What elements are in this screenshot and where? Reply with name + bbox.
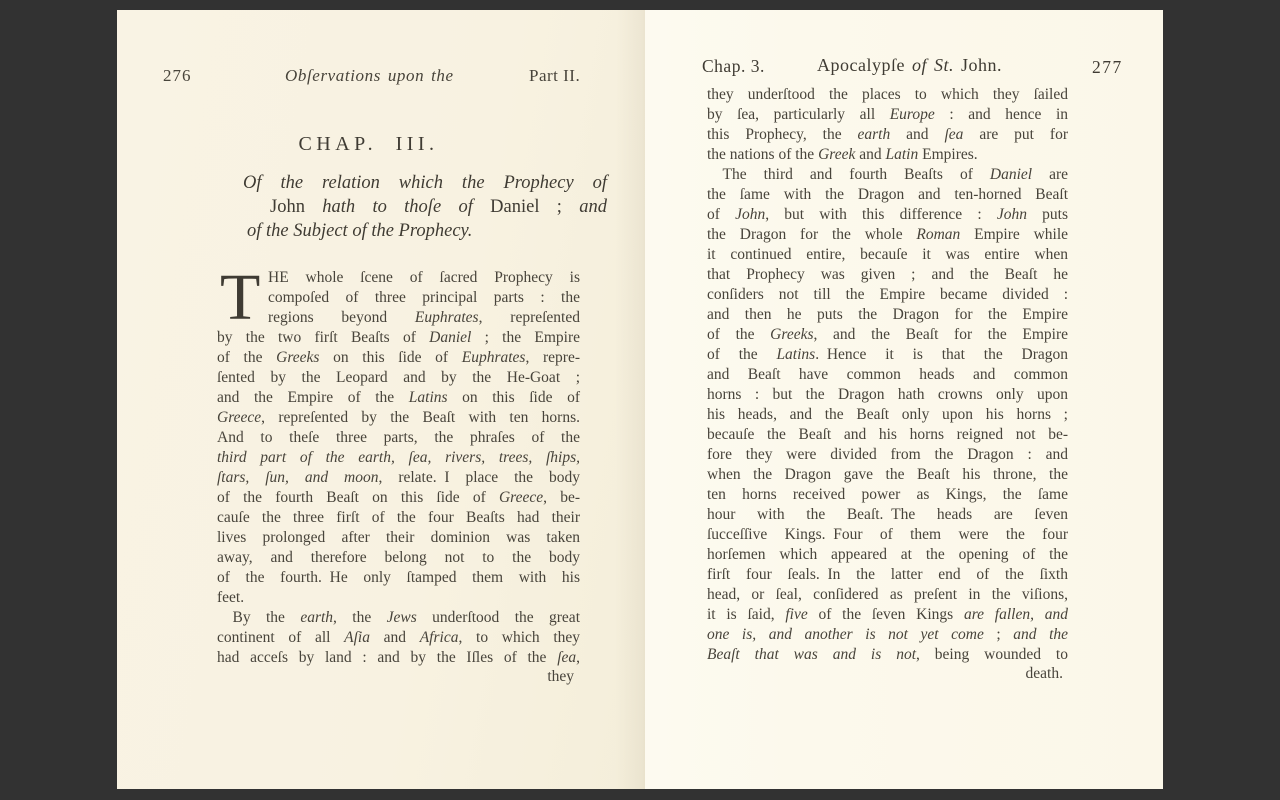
italic-text: hath to thoſe of <box>322 197 473 217</box>
text-line: of the Latins. Hence it is that the Dragon <box>707 346 1068 363</box>
text-line: compoſed of three principal parts : the <box>268 289 580 306</box>
text-line: hour with the Beaſt. The heads are ſeven <box>707 506 1068 523</box>
text-line: the nations of the Greek and Latin Empires. <box>707 146 978 163</box>
italic-text: Greece <box>498 489 544 506</box>
italic-text: earth <box>857 126 891 143</box>
right-page <box>645 10 1163 789</box>
text-line: it continued entire, becauſe it was entire when <box>707 246 1068 263</box>
text-line: the ſame with the Dragon and ten-horned Beaſt <box>707 186 1068 203</box>
chapter-label: Chap. 3. <box>702 56 765 76</box>
text-line: by the two firſt Beaſts of Daniel ; the Empire <box>217 329 580 346</box>
left-page <box>117 10 645 789</box>
catchword-right: death. <box>1025 665 1063 682</box>
text-line: continent of all Aſia and Africa, to which they <box>217 629 580 646</box>
text-line: ten horns received power as Kings, the ſame <box>707 486 1068 503</box>
text-line: of the Greeks on this ſide of Euphrates, repre- <box>217 349 580 366</box>
italic-text: third part of the earth, ſea, rivers, trees, ſhips, <box>217 449 580 466</box>
italic-text: Europe <box>889 106 935 123</box>
italic-text: and <box>579 197 607 217</box>
text-line: and Beaſt have common heads and common <box>707 366 1068 383</box>
text-line: away, and therefore belong not to the body <box>217 549 580 566</box>
text-line: by ſea, particularly all Europe : and hence in <box>707 106 1068 123</box>
text-line: ſucceſſive Kings. Four of them were the four <box>707 526 1068 543</box>
italic-text: and the <box>1013 626 1069 643</box>
text-line: ſented by the Leopard and by the He-Goat ; <box>217 369 580 386</box>
italic-text: Jews <box>386 609 417 626</box>
italic-text: Latins <box>408 389 448 406</box>
text-line: regions beyond Euphrates, repreſented <box>268 309 580 326</box>
page-number-left: 276 <box>163 66 192 85</box>
text-line: firſt four ſeals. In the latter end of the ſixth <box>707 566 1068 583</box>
italic-text: Euphrates <box>414 309 479 326</box>
text-line: And to theſe three parts, the phraſes of the <box>217 429 580 446</box>
text-line: of the Greeks, and the Beaſt for the Empire <box>707 326 1068 343</box>
text-line: feet. <box>217 589 245 606</box>
text-line: and then he puts the Dragon for the Empire <box>707 306 1068 323</box>
text-line: ſtars, ſun, and moon, relate. I place the body <box>217 469 580 486</box>
italic-text: are fallen, and <box>963 606 1068 623</box>
text-line: By the earth, the Jews underſtood the great <box>217 609 580 626</box>
text-line: John hath to thoſe of Daniel ; and <box>270 197 607 217</box>
italic-text: Daniel <box>429 329 472 346</box>
italic-text: of the Subject of the Prophecy. <box>247 221 473 241</box>
part-label: Part II. <box>529 66 581 85</box>
text-line: lives prolonged after their dominion was taken <box>217 529 580 546</box>
text-line: fore they were divided from the Dragon : and <box>707 446 1068 463</box>
text-line: head, or ſeal, conſidered as preſent in the viſions, <box>707 586 1068 603</box>
text-line: one is, and another is not yet come ; and the <box>707 626 1069 643</box>
italic-text: earth <box>300 609 334 626</box>
italic-text: Beaſt that was and is not <box>707 646 916 663</box>
text-line: had acceſs by land : and by the Iſles of the ſea, <box>217 649 580 666</box>
text-line: of the fourth Beaſt on this ſide of Greece, be- <box>217 489 580 506</box>
page-number-right: 277 <box>1092 57 1123 77</box>
right-page-body <box>707 85 1068 665</box>
italic-text: Aſia <box>344 629 370 646</box>
text-line <box>217 219 607 243</box>
text-line: conſiders not till the Empire became divided : <box>707 286 1068 303</box>
book-spread <box>117 10 1163 789</box>
drop-cap: T <box>220 261 261 334</box>
chapter-subtitle <box>217 171 607 243</box>
italic-text: Of the relation which the Prophecy of <box>243 173 607 193</box>
text-line: horns : but the Dragon hath crowns only upon <box>707 386 1068 403</box>
italic-text: John <box>996 206 1027 223</box>
italic-text: ſtars, ſun, and moon <box>217 469 379 486</box>
italic-text: John <box>735 206 766 223</box>
text-line: HE whole ſcene of ſacred Prophecy is <box>268 269 580 286</box>
italic-text: ſea <box>944 126 964 143</box>
text-line: Greece, repreſented by the Beaſt with ten horns. <box>217 409 580 426</box>
text-line: it is ſaid, five of the ſeven Kings are fallen, and <box>707 606 1068 623</box>
text-line: they underſtood the places to which they ſailed <box>707 86 1068 103</box>
italic-text: Daniel <box>989 166 1033 183</box>
text-line: The third and fourth Beaſts of Daniel are <box>707 166 1068 183</box>
italic-text: five <box>785 606 808 623</box>
text-line <box>217 448 580 468</box>
italic-text: of St. <box>911 55 954 75</box>
text-line: becauſe the Beaſt and his horns reigned not be- <box>707 426 1068 443</box>
running-title-left: Obſervations upon the <box>285 66 454 85</box>
text-line: when the Dragon gave the Beaſt his throne, the <box>707 466 1068 483</box>
text-line <box>217 171 607 195</box>
chapter-heading: CHAP. III. <box>298 133 439 155</box>
italic-text: Roman <box>916 226 961 243</box>
italic-text: Greeks <box>276 349 320 366</box>
italic-text: Greeks <box>770 326 814 343</box>
italic-text: one is, and another is not yet come <box>707 626 984 643</box>
italic-text: Africa <box>419 629 459 646</box>
text-line: and the Empire of the Latins on this ſide of <box>217 389 580 406</box>
catchword-left: they <box>547 668 574 685</box>
text-line: this Prophecy, the earth and ſea are put for <box>707 126 1068 143</box>
text-line: the Dragon for the whole Roman Empire while <box>707 226 1069 243</box>
italic-text: ſea <box>557 649 577 666</box>
italic-text: Greece <box>217 409 262 426</box>
text-line: Beaſt that was and is not, being wounded to <box>707 646 1068 663</box>
italic-text: Euphrates <box>461 349 526 366</box>
text-line: cauſe the three firſt of the four Beaſts had their <box>217 509 580 526</box>
italic-text: Latins <box>776 346 816 363</box>
italic-text: Latin <box>885 146 919 163</box>
text-line: of the fourth. He only ſtamped them with his <box>217 569 580 586</box>
italic-text: Greek <box>818 146 856 163</box>
text-line: of John, but with this difference : John puts <box>707 206 1069 223</box>
running-title-right: Apocalypſe of St. John. <box>817 55 1002 75</box>
text-line: his heads, and the Beaſt only upon his horns ; <box>707 406 1068 423</box>
text-line: horſemen which appeared at the opening of the <box>707 546 1068 563</box>
left-page-body <box>217 261 580 668</box>
text-line: that Prophecy was given ; and the Beaſt he <box>707 266 1068 283</box>
